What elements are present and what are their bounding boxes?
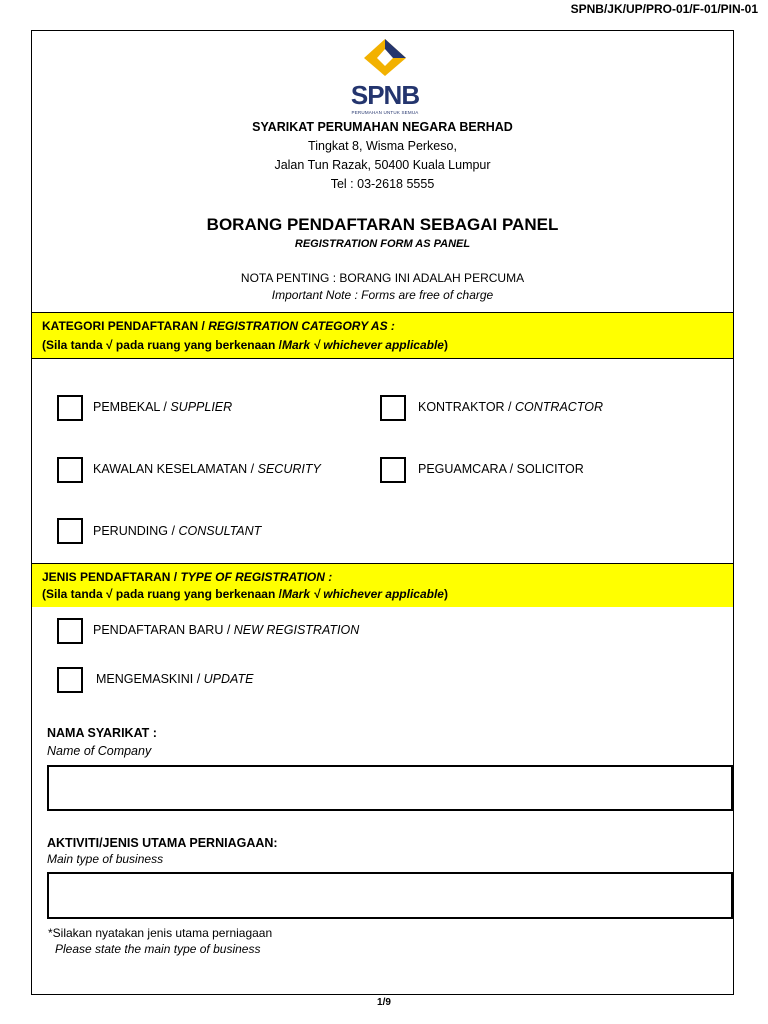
registration-category-header bbox=[32, 313, 733, 358]
important-note: NOTA PENTING : BORANG INI ADALAH PERCUMA bbox=[240, 271, 525, 285]
business-footnote: *Silakan nyatakan jenis utama perniagaan bbox=[48, 926, 273, 940]
option-supplier-label: PEMBEKAL / SUPPLIER bbox=[93, 400, 233, 414]
checkbox-supplier[interactable] bbox=[57, 395, 83, 421]
instruction-end: ) bbox=[443, 587, 448, 601]
checkbox-consultant[interactable] bbox=[57, 518, 83, 544]
company-name-heading: SYARIKAT PERUMAHAN NEGARA BERHAD bbox=[252, 120, 513, 134]
address-line-2: Jalan Tun Razak, 50400 Kuala Lumpur bbox=[274, 158, 491, 172]
page-number: 1/9 bbox=[377, 997, 391, 1008]
section-heading-ms: JENIS PENDAFTARAN / bbox=[42, 570, 181, 584]
section-heading-ms: KATEGORI PENDAFTARAN / bbox=[42, 319, 209, 333]
instruction-en: Mark √ whichever applicable bbox=[281, 587, 444, 601]
business-footnote-english: Please state the main type of business bbox=[55, 942, 261, 956]
checkbox-new-registration[interactable] bbox=[57, 618, 83, 644]
important-note-english: Important Note : Forms are free of charge bbox=[271, 288, 494, 302]
telephone: Tel : 03-2618 5555 bbox=[330, 177, 435, 191]
option-solicitor-label: PEGUAMCARA / SOLICITOR bbox=[418, 462, 584, 476]
form-subtitle: REGISTRATION FORM AS PANEL bbox=[294, 238, 471, 250]
company-name-field[interactable] bbox=[47, 765, 733, 811]
instruction-en: Mark √ whichever applicable bbox=[281, 338, 444, 352]
form-border bbox=[31, 30, 734, 995]
logo-tagline: PERUMAHAN UNTUK SEMUA bbox=[351, 110, 419, 115]
spnb-logo bbox=[340, 36, 430, 120]
business-type-label: AKTIVITI/JENIS UTAMA PERNIAGAAN: bbox=[47, 836, 278, 850]
option-consultant-label: PERUNDING / CONSULTANT bbox=[93, 524, 262, 538]
option-security-label: KAWALAN KESELAMATAN / SECURITY bbox=[93, 462, 321, 476]
option-update-label: MENGEMASKINI / UPDATE bbox=[96, 672, 254, 686]
checkbox-update[interactable] bbox=[57, 667, 83, 693]
section-heading-en: TYPE OF REGISTRATION : bbox=[180, 570, 333, 584]
address-line-1: Tingkat 8, Wisma Perkeso, bbox=[308, 139, 457, 153]
option-new-registration-label: PENDAFTARAN BARU / NEW REGISTRATION bbox=[93, 623, 360, 637]
option-contractor-label: KONTRAKTOR / CONTRACTOR bbox=[418, 400, 603, 414]
company-name-sublabel: Name of Company bbox=[47, 744, 152, 758]
checkbox-contractor[interactable] bbox=[380, 395, 406, 421]
instruction-end: ) bbox=[443, 338, 448, 352]
business-type-sublabel: Main type of business bbox=[47, 852, 164, 866]
logo-emblem-icon bbox=[340, 36, 430, 82]
instruction-ms: (Sila tanda √ pada ruang yang berkenaan / bbox=[42, 587, 282, 601]
section-heading-en: REGISTRATION CATEGORY AS : bbox=[208, 319, 395, 333]
business-type-field[interactable] bbox=[47, 872, 733, 919]
form-title: BORANG PENDAFTARAN SEBAGAI PANEL bbox=[206, 215, 559, 234]
checkbox-solicitor[interactable] bbox=[380, 457, 406, 483]
instruction-ms: (Sila tanda √ pada ruang yang berkenaan / bbox=[42, 338, 282, 352]
checkbox-security[interactable] bbox=[57, 457, 83, 483]
document-reference: SPNB/JK/UP/PRO-01/F-01/PIN-01 bbox=[570, 2, 758, 16]
divider bbox=[32, 358, 733, 359]
company-name-label: NAMA SYARIKAT : bbox=[47, 726, 157, 740]
logo-wordmark: SPNB bbox=[350, 80, 420, 110]
registration-type-header bbox=[32, 564, 733, 607]
